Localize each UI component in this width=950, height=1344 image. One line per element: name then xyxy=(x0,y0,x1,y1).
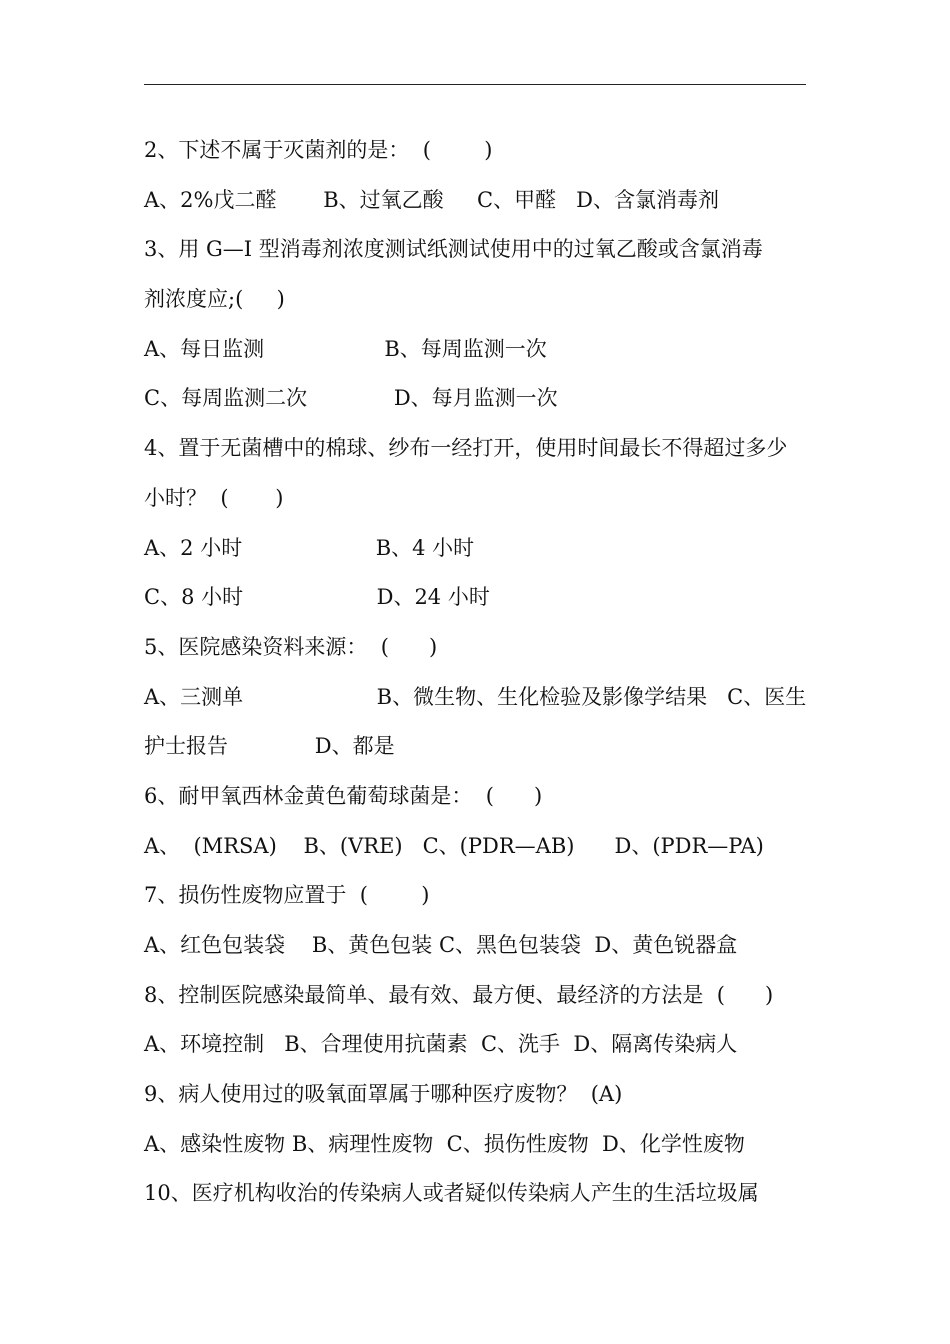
question-7-options: A、红色包装袋 B、黄色包装 C、黑色包装袋 D、黄色锐器盒 xyxy=(144,933,738,957)
question-9-options: A、感染性废物 B、病理性废物 C、损伤性废物 D、化学性废物 xyxy=(144,1131,745,1156)
question-list xyxy=(144,126,824,1219)
question-6-options: A、 (MRSA) B、(VRE) C、(PDR—AB) D、(PDR—PA) xyxy=(144,833,764,858)
question-3-options-ab: A、每日监测 B、每周监测一次 xyxy=(144,336,547,361)
question-4-continued: 小时？ ( ) xyxy=(144,485,284,510)
question-3-continued: 剂浓度应;( ) xyxy=(144,287,285,312)
question-5: 5、医院感染资料来源： ( ) xyxy=(144,634,438,659)
question-4-options-ab: A、2 小时 B、4 小时 xyxy=(144,535,475,560)
question-2-options: A、2%戊二醛 B、过氧乙酸 C、甲醛 D、含氯消毒剂 xyxy=(144,187,719,212)
question-5-options-continued: 护士报告 D、都是 xyxy=(144,734,395,759)
question-4-options-cd: C、8 小时 D、24 小时 xyxy=(144,585,490,610)
question-5-options: A、三测单 B、微生物、生化检验及影像学结果 C、医生 xyxy=(144,684,807,709)
question-10: 10、医疗机构收治的传染病人或者疑似传染病人产生的生活垃圾属 xyxy=(144,1181,759,1206)
question-2: 2、下述不属于灭菌剂的是： ( ) xyxy=(144,138,493,162)
question-7: 7、损伤性废物应置于 ( ) xyxy=(144,883,430,908)
header-rule xyxy=(144,84,806,85)
question-3: 3、用 G—I 型消毒剂浓度测试纸测试使用中的过氧乙酸或含氯消毒 xyxy=(144,237,763,262)
question-8: 8、控制医院感染最简单、最有效、最方便、最经济的方法是 ( ) xyxy=(144,982,774,1007)
question-6: 6、耐甲氧西林金黄色葡萄球菌是： ( ) xyxy=(144,783,543,808)
question-8-options: A、环境控制 B、合理使用抗菌素 C、洗手 D、隔离传染病人 xyxy=(144,1032,738,1057)
question-9: 9、病人使用过的吸氧面罩属于哪种医疗废物？ (A) xyxy=(144,1082,623,1107)
question-3-options-cd: C、每周监测二次 D、每月监测一次 xyxy=(144,386,558,411)
question-4: 4、置于无菌槽中的棉球、纱布一经打开，使用时间最长不得超过多少 xyxy=(144,436,788,461)
